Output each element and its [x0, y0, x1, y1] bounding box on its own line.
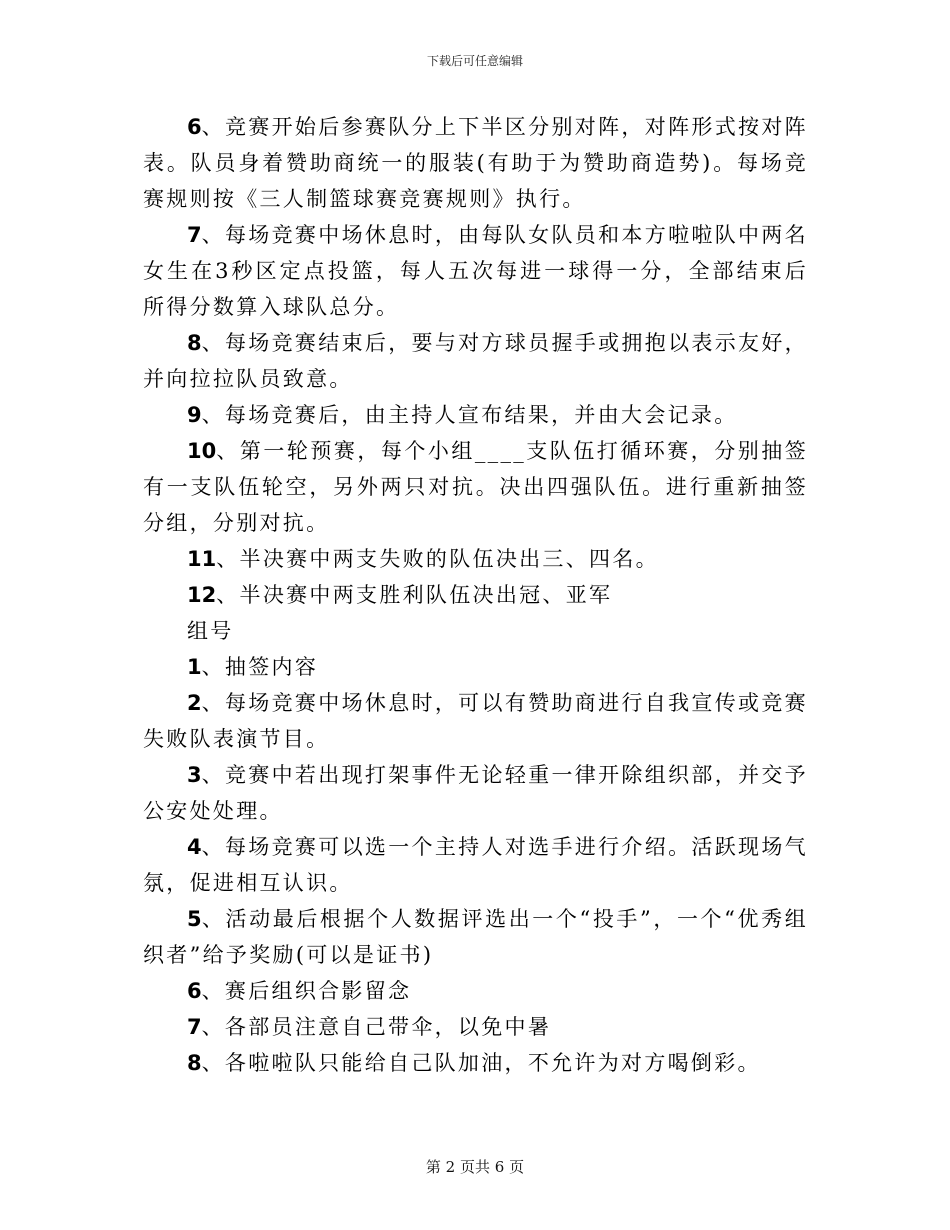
item-number: 3 — [187, 763, 202, 787]
item-number: 5 — [187, 907, 202, 931]
paragraph-8b — [143, 1045, 808, 1081]
item-number: 11 — [187, 547, 217, 571]
item-number: 12 — [187, 583, 217, 607]
paragraph-7b — [143, 1009, 808, 1045]
paragraph-2 — [143, 685, 808, 757]
paragraph-text: 、每场竞赛可以选一个主持人对选手进行介绍。活跃现场气氛，促进相互认识。 — [143, 835, 808, 895]
paragraph-6 — [143, 109, 808, 217]
item-number: 7 — [187, 223, 202, 247]
page-footer: 第 2 页共 6 页 — [425, 1158, 525, 1176]
page-header: 下载后可任意编辑 — [426, 54, 523, 68]
paragraph-text: 、活动最后根据个人数据评选出一个“投手”，一个“优秀组织者”给予奖励(可以是证书) — [143, 907, 808, 967]
paragraph-10 — [143, 433, 808, 541]
item-number: 8 — [187, 1051, 202, 1075]
item-number: 6 — [187, 115, 202, 139]
paragraph-12 — [143, 577, 808, 613]
paragraph-5 — [143, 901, 808, 973]
paragraph-7 — [143, 217, 808, 325]
paragraph-text: 、每场竞赛后，由主持人宣布结果，并由大会记录。 — [201, 403, 738, 427]
item-number: 7 — [187, 1015, 202, 1039]
paragraph-11 — [143, 541, 808, 577]
paragraph-text: 、各部员注意自己带伞，以免中暑 — [201, 1015, 552, 1039]
paragraph-9 — [143, 397, 808, 433]
paragraph-text: 、每场竞赛中场休息时，由每队女队员和本方啦啦队中两名女生在3秒区定点投篮，每人五次每进一球得一分，全部结束后所得分数算入球队总分。 — [143, 223, 808, 319]
item-number: 10 — [187, 439, 217, 463]
item-number: 4 — [187, 835, 202, 859]
item-number: 8 — [187, 331, 202, 355]
paragraph-text: 、半决赛中两支失败的队伍决出三、四名。 — [216, 547, 659, 571]
paragraph-group-number — [143, 613, 808, 649]
item-number: 6 — [187, 979, 202, 1003]
paragraph-6b — [143, 973, 808, 1009]
paragraph-1 — [143, 649, 808, 685]
paragraph-text: 、赛后组织合影留念 — [201, 979, 412, 1003]
item-number: 2 — [187, 691, 202, 715]
paragraph-text: 、竞赛开始后参赛队分上下半区分别对阵，对阵形式按对阵表。队员身着赞助商统一的服装(有助于为赞助商造势)。每场竞赛规则按《三人制篮球赛竞赛规则》执行。 — [143, 115, 808, 211]
paragraph-text: 、竞赛中若出现打架事件无论轻重一律开除组织部，并交予公安处处理。 — [143, 763, 808, 823]
paragraph-text: 、第一轮预赛，每个小组____支队伍打循环赛，分别抽签有一支队伍轮空，另外两只对抗。决出四强队伍。进行重新抽签分组，分别对抗。 — [143, 439, 808, 535]
paragraph-4 — [143, 829, 808, 901]
paragraph-text: 、每场竞赛中场休息时，可以有赞助商进行自我宣传或竞赛失败队表演节目。 — [143, 691, 808, 751]
paragraph-text: 、每场竞赛结束后，要与对方球员握手或拥抱以表示友好，并向拉拉队员致意。 — [143, 331, 808, 391]
paragraph-8 — [143, 325, 808, 397]
paragraph-3 — [143, 757, 808, 829]
item-number: 1 — [187, 655, 202, 679]
paragraph-text: 组号 — [187, 619, 234, 643]
paragraph-text: 、各啦啦队只能给自己队加油，不允许为对方喝倒彩。 — [201, 1051, 761, 1075]
paragraph-text: 、半决赛中两支胜利队伍决出冠、亚军 — [216, 583, 613, 607]
item-number: 9 — [187, 403, 202, 427]
paragraph-text: 、抽签内容 — [201, 655, 319, 679]
document-body — [143, 109, 808, 1081]
